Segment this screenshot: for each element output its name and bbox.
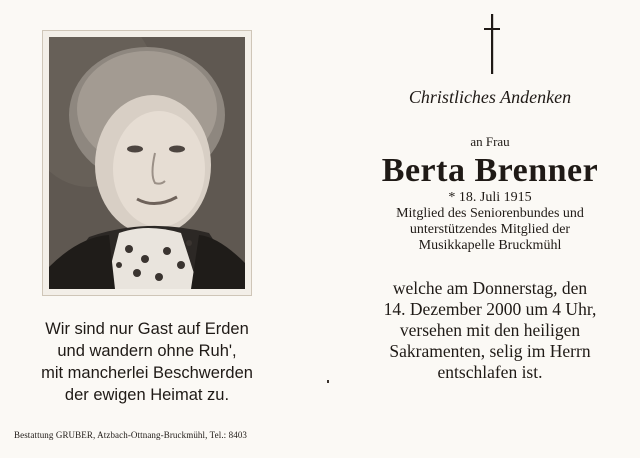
salutation: an Frau <box>470 134 510 149</box>
birth-date: * 18. Juli 1915 <box>448 190 532 205</box>
detail-line: Mitglied des Seniorenbundes und <box>396 206 584 221</box>
subtitle: Christliches Andenken <box>408 87 572 107</box>
print-speck <box>327 380 329 383</box>
funeral-home-footer: Bestattung GRUBER, Atzbach-Ottnang-Bruckmühl, Tel.: 8403 <box>14 430 248 440</box>
detail-line: unterstützendes Mitglied der <box>409 222 571 237</box>
portrait-frame <box>42 30 252 296</box>
message-line: welche am Donnerstag, den <box>392 278 588 298</box>
poem-line: der ewigen Heimat zu. <box>64 386 230 404</box>
message-line: entschlafen ist. <box>437 362 543 382</box>
detail-line: Musikkapelle Bruckmühl <box>418 238 562 253</box>
portrait-photo <box>49 37 245 289</box>
message-line: versehen mit den heiligen <box>399 320 581 340</box>
cross-icon <box>482 14 502 74</box>
death-message <box>340 278 640 383</box>
poem-line: und wandern ohne Ruh', <box>57 342 237 360</box>
message-line: 14. Dezember 2000 um 4 Uhr, <box>383 299 597 319</box>
poem <box>20 318 274 406</box>
details <box>340 190 640 254</box>
deceased-name: Berta Brenner <box>381 152 599 189</box>
message-line: Sakramenten, selig im Herrn <box>389 341 591 361</box>
obituary-text <box>340 86 640 383</box>
poem-line: Wir sind nur Gast auf Erden <box>45 320 249 338</box>
poem-line: mit mancherlei Beschwerden <box>41 364 253 382</box>
